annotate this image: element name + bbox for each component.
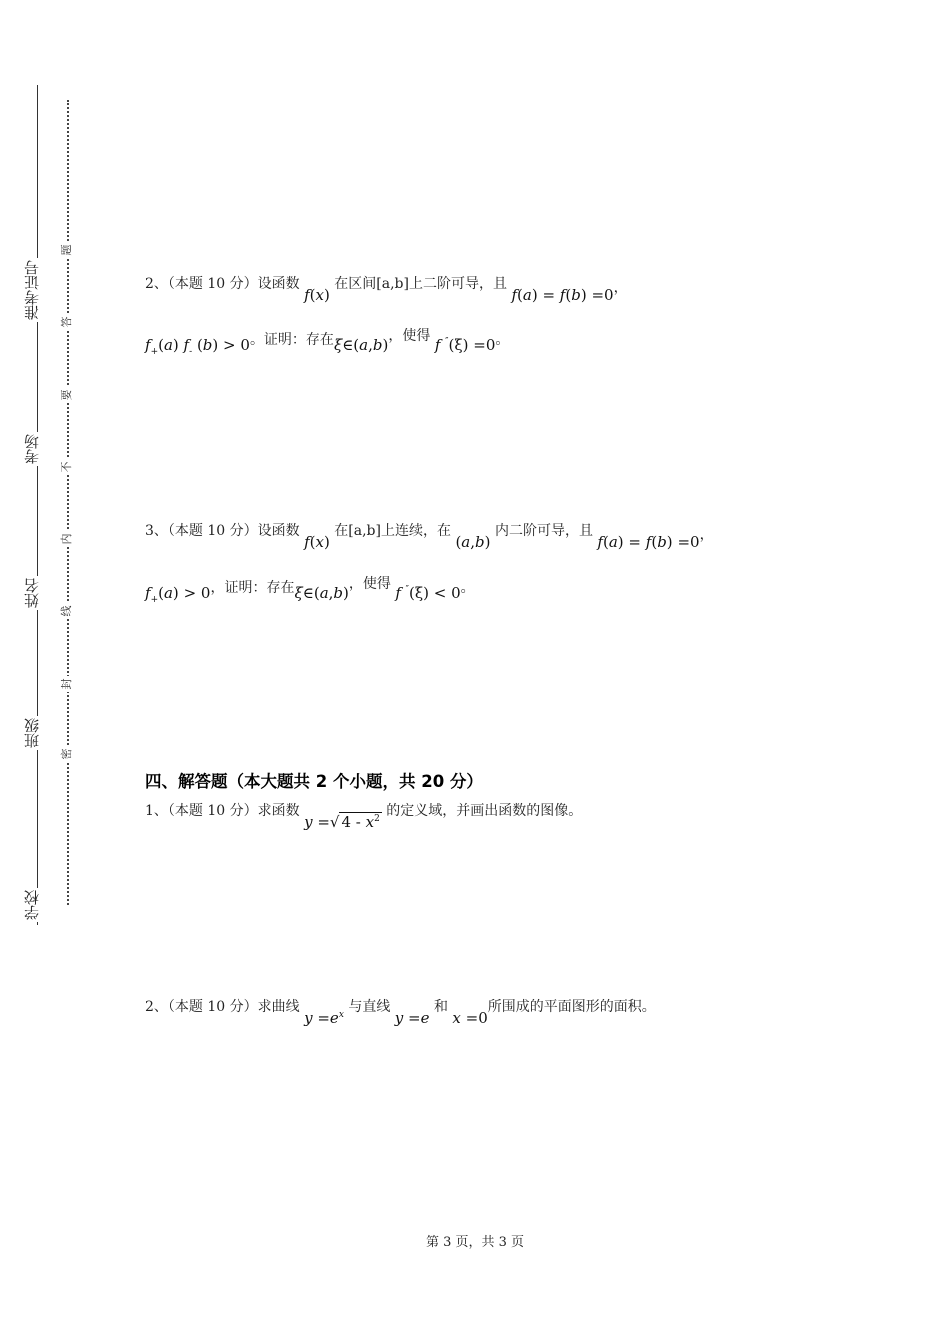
field-label-class: 班级	[23, 718, 41, 748]
math-fa-eq-fb: f(a) = f(b) =0	[597, 533, 700, 551]
seal-char: 封	[59, 676, 75, 692]
question-text: 。证明：存在	[249, 332, 334, 348]
question-text: 在[a,b]上连续，在	[334, 523, 451, 539]
question-number: 3、	[145, 523, 168, 539]
q3-2-line1	[145, 273, 628, 304]
binding-dotted-line	[67, 100, 69, 905]
question-text: 内二阶可导，且	[494, 523, 593, 539]
math-open-interval-ab: (a,b)	[455, 533, 491, 551]
field-label-school: 学校	[23, 890, 41, 920]
section-title: 四、解答题（本大题共 2 个小题，共 20 分）	[145, 772, 483, 791]
question-number: 2、	[145, 276, 168, 292]
question-score: （本题 10 分）	[167, 803, 258, 819]
q4-1	[145, 800, 583, 831]
question-score: （本题 10 分）	[167, 276, 258, 292]
seal-char: 线	[59, 603, 75, 619]
question-text: ，	[613, 280, 628, 296]
question-text: 所围成的平面图形的面积。	[487, 999, 656, 1015]
math-second-derivative-zero: f ″(ξ) =0	[434, 336, 496, 354]
math-xi-in-ab: ξ∈(a,b)	[294, 584, 349, 602]
question-text: 与直线	[348, 999, 391, 1015]
math-fa-eq-fb: f(a) = f(b) =0	[511, 286, 614, 304]
question-text: 设函数	[257, 276, 300, 292]
field-label-exam-number: 准考证号	[23, 260, 41, 320]
question-text: ，使得	[388, 328, 431, 344]
math-right-derivative-positive: $f_+(a) > 0$	[145, 584, 211, 605]
field-label-name: 姓名	[23, 578, 41, 608]
question-text: 设函数	[257, 523, 300, 539]
q4-2	[145, 996, 656, 1027]
seal-char: 不	[59, 459, 75, 475]
math-y-eq-e: y =e	[394, 1009, 430, 1027]
field-label-exam-room: 考场	[23, 434, 41, 464]
math-x-eq-0: x =0	[452, 1009, 488, 1027]
binding-solid-line	[37, 85, 38, 925]
question-score: （本题 10 分）	[167, 999, 258, 1015]
question-text: 求曲线	[257, 999, 300, 1015]
q3-2-line2	[145, 325, 510, 357]
question-text: 的定义域，并画出函数的图像。	[386, 803, 583, 819]
seal-char: 答	[59, 314, 75, 330]
question-number: 2、	[145, 999, 168, 1015]
math-y-sqrt: y =√ $4 - x^2$	[304, 813, 380, 831]
question-score: （本题 10 分）	[167, 523, 258, 539]
question-text: ，	[699, 527, 714, 543]
question-text: 。	[460, 580, 475, 596]
math-xi-in-ab: ξ∈(a,b)	[333, 336, 389, 354]
page-footer: 第 3 页，共 3 页	[425, 1235, 525, 1250]
math-fx: f(x)	[304, 533, 330, 551]
question-text: 和	[433, 999, 448, 1015]
question-text: 在区间[a,b]上二阶可导，且	[334, 276, 507, 292]
seal-char: 题	[59, 242, 75, 258]
question-text: 。	[495, 332, 510, 348]
seal-char: 内	[59, 531, 75, 547]
math-fx: f(x)	[304, 286, 330, 304]
seal-char: 要	[59, 387, 75, 403]
math-y-exp: $y =e^x$	[304, 1009, 344, 1027]
question-text: ，证明：存在	[210, 580, 295, 596]
question-number: 1、	[145, 803, 168, 819]
question-text: ，使得	[348, 576, 391, 592]
seal-char: 密	[59, 746, 75, 762]
math-derivative-product: $f_+(a)$ $f_-$ (b) > 0	[145, 336, 250, 357]
q3-3-line1	[145, 520, 714, 551]
question-text: 求函数	[257, 803, 300, 819]
math-second-derivative-negative: f ″(ξ) < 0	[395, 584, 461, 602]
q3-3-line2	[145, 573, 475, 605]
